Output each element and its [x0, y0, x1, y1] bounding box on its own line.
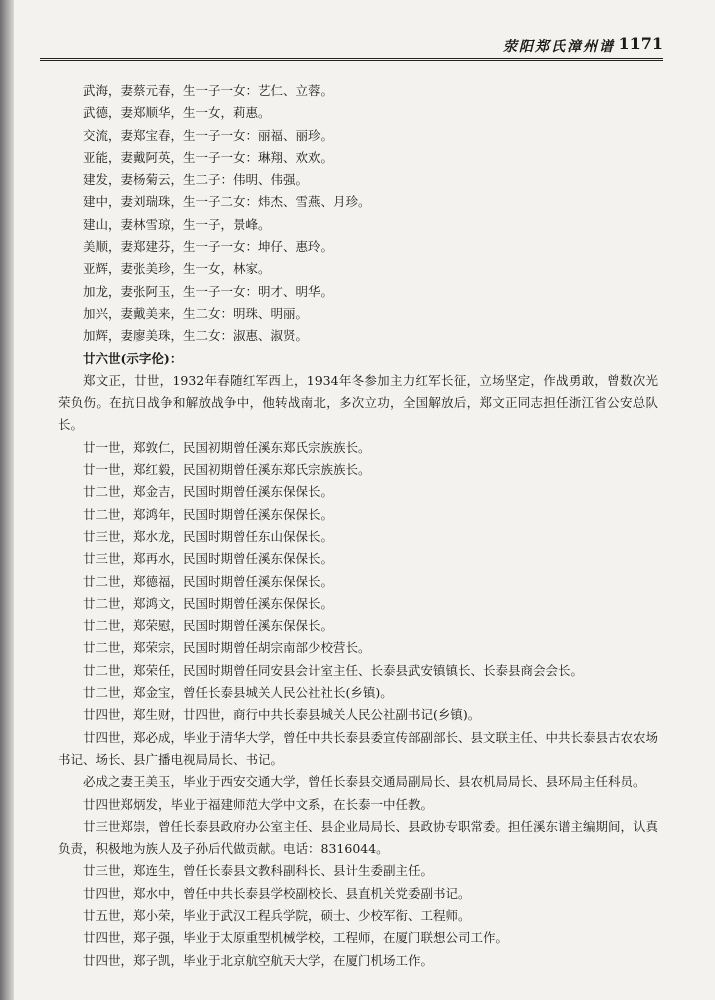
spouse-line: 亚能，妻戴阿英，生一子一女：琳翔、欢欢。 [83, 149, 334, 165]
entry-line: 廿一世，郑红毅，民国初期曾任溪东郑氏宗族族长。 [83, 462, 371, 478]
spouse-line: 加龙，妻张阿玉，生一子一女：明才、明华。 [83, 283, 334, 299]
entry-zheng-bingfa: 廿四世郑炳发，毕业于福建师范大学中文系，在长泰一中任教。 [83, 796, 434, 812]
entry-line: 廿一世，郑敦仁，民国初期曾任溪东郑氏宗族族长。 [83, 439, 371, 455]
paragraph-zheng-bicheng: 廿四世，郑必成，毕业于清华大学，曾任中共长泰县委宣传部副部长、县文联主任、中共长泰县古农农场书记、场长、县广播电视局局长、书记。 [58, 729, 659, 767]
entry-line: 廿五世，郑小荣，毕业于武汉工程兵学院，硕士、少校军衔、工程师。 [83, 907, 471, 923]
page-body [58, 80, 658, 972]
page-number: 1171 [618, 34, 663, 53]
page-header [40, 30, 663, 61]
spouse-line: 建发，妻杨菊云，生二子：伟明、伟强。 [83, 172, 309, 188]
entry-line: 廿三世，郑再水，民国时期曾任溪东保保长。 [83, 551, 334, 567]
entry-line: 廿二世，郑鸿年，民国时期曾任溪东保保长。 [83, 506, 334, 522]
spouse-line: 建山，妻林雪琼，生一子，景峰。 [83, 216, 271, 232]
spouse-line: 武德，妻郑顺华，生一女，莉惠。 [83, 105, 271, 121]
spouse-line: 美顺，妻郑建芬，生一子一女：坤仔、惠玲。 [83, 239, 334, 255]
book-binding-shadow [0, 0, 14, 1000]
entry-line: 廿四世，郑子凯，毕业于北京航空航天大学，在厦门机场工作。 [83, 952, 434, 968]
office-holder-list [58, 437, 658, 727]
entry-line: 廿三世，郑水龙，民国时期曾任东山保保长。 [83, 528, 334, 544]
paragraph-wang-meiyu: 必成之妻王美玉，毕业于西安交通大学，曾任长泰县交通局副局长、县农机局局长、县环局主任科员。 [83, 774, 646, 790]
entry-line: 廿二世，郑荣任，民国时期曾任同安县会计室主任、长泰县武安镇镇长、长泰县商会会长。 [83, 662, 584, 678]
final-entry-list [58, 860, 658, 971]
spouse-line: 交流，妻郑宝春，生一子一女：丽福、丽珍。 [83, 127, 334, 143]
spouse-line: 建中，妻刘瑞珠，生一子二女：炜杰、雪燕、月珍。 [83, 194, 371, 210]
entry-line: 廿三世，郑连生，曾任长泰县文教科副科长、县计生委副主任。 [83, 863, 434, 879]
spouse-list [58, 80, 658, 348]
entry-line: 廿四世，郑子强，毕业于太原重型机械学校，工程师，在厦门联想公司工作。 [83, 930, 509, 946]
spouse-line: 加辉，妻廖美珠，生二女：淑惠、淑贤。 [83, 328, 309, 344]
entry-line: 廿二世，郑金宝，曾任长泰县城关人民公社社长(乡镇)。 [83, 685, 393, 701]
entry-line: 廿二世，郑荣宗，民国时期曾任胡宗南部少校营长。 [83, 640, 371, 656]
spouse-line: 武海，妻蔡元春，生一子一女：艺仁、立蓉。 [83, 83, 334, 98]
entry-line: 廿二世，郑鸿文，民国时期曾任溪东保保长。 [83, 595, 334, 611]
paragraph-zheng-wenzheng: 郑文正，廿世，1932年春随红军西上，1934年冬参加主力红军长征，立场坚定，作战勇敢，曾数次光荣负伤。在抗日战争和解放战争中，他转战南北，多次立功，全国解放后，郑文正同志担任浙江省公安总队长。 [58, 372, 658, 433]
entry-line: 廿四世，郑生财，廿四世，商行中共长泰县城关人民公社副书记(乡镇)。 [83, 707, 481, 723]
section-heading: 廿六世(示字伦)： [83, 350, 183, 366]
book-title: 荥阳郑氏漳州谱 [503, 39, 615, 55]
entry-line: 廿二世，郑金吉，民国时期曾任溪东保保长。 [83, 484, 334, 500]
spouse-line: 加兴，妻戴美来，生二女：明珠、明丽。 [83, 305, 309, 321]
entry-line: 廿二世，郑荣慰，民国时期曾任溪东保保长。 [83, 618, 334, 634]
entry-line: 廿四世，郑水中，曾任中共长泰县学校副校长、县直机关党委副书记。 [83, 885, 471, 901]
paragraph-zheng-chong: 廿三世郑崇，曾任长泰县政府办公室主任、县企业局局长、县政协专职常委。担任溪东谱主编期间，认真负责，积极地为族人及子孙后代做贡献。电话：8316044。 [58, 818, 659, 857]
entry-line: 廿二世，郑德福，民国时期曾任溪东保保长。 [83, 573, 334, 589]
spouse-line: 亚辉，妻张美珍，生一女，林家。 [83, 261, 271, 277]
